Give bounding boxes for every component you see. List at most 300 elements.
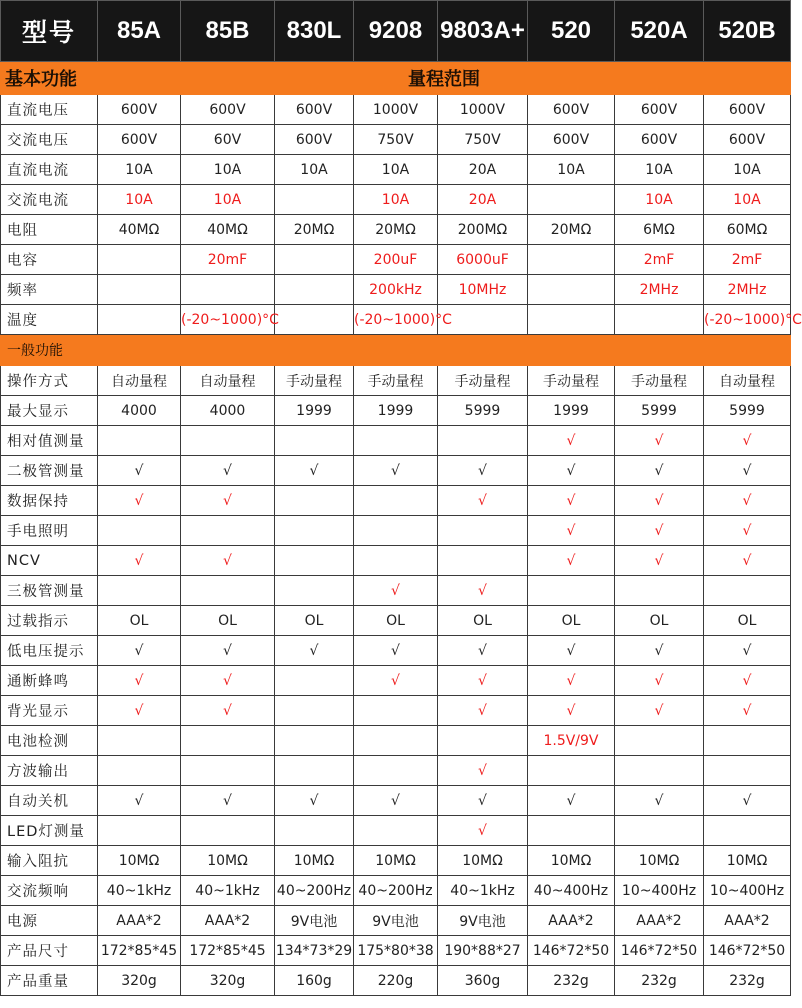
checkmark-icon: √ [528,546,615,576]
spec-cell: 10MΩ [438,846,528,876]
spec-row [1,275,791,305]
spec-cell [181,576,275,606]
spec-cell: OL [181,606,275,636]
model-name: 520B [704,1,791,62]
spec-cell: 600V [181,95,275,125]
spec-row-label: 背光显示 [1,696,98,726]
model-name: 830L [275,1,354,62]
spec-cell: 750V [354,125,438,155]
spec-cell [354,426,438,456]
spec-cell [275,305,354,335]
spec-cell: 10A [615,185,704,215]
spec-cell: 10A [98,155,181,185]
spec-cell: 146*72*50 [528,936,615,966]
spec-cell [528,576,615,606]
spec-cell: 10MΩ [704,846,791,876]
spec-table-body [1,1,802,996]
spec-cell [615,576,704,606]
spec-cell: 1999 [528,396,615,426]
checkmark-icon: √ [615,516,704,546]
spec-cell: (-20~1000)°C [181,305,275,335]
spec-row-label: 过载指示 [1,606,98,636]
spec-cell: AAA*2 [181,906,275,936]
spec-cell: 10MΩ [275,846,354,876]
spec-cell [275,726,354,756]
model-name: 520A [615,1,704,62]
spec-cell: 2mF [704,245,791,275]
checkmark-icon: √ [438,636,528,666]
spec-cell: 600V [615,125,704,155]
checkmark-icon: √ [275,786,354,816]
checkmark-icon: √ [98,456,181,486]
checkmark-icon: √ [528,696,615,726]
spec-cell [98,426,181,456]
spec-row-label: 电池检测 [1,726,98,756]
spec-cell: 600V [615,95,704,125]
spec-cell: AAA*2 [704,906,791,936]
checkmark-icon: √ [615,456,704,486]
checkmark-icon: √ [98,546,181,576]
spec-cell [528,275,615,305]
checkmark-icon: √ [704,696,791,726]
checkmark-icon: √ [528,636,615,666]
spec-cell: 60V [181,125,275,155]
spec-row [1,305,791,335]
spec-row-label: 数据保持 [1,486,98,516]
spec-row [1,696,791,726]
model-name: 9208 [354,1,438,62]
spec-row-label: 交流电流 [1,185,98,215]
spec-cell: 146*72*50 [615,936,704,966]
spec-cell [438,426,528,456]
spec-row [1,756,791,786]
checkmark-icon: √ [181,486,275,516]
spec-row-label: 手电照明 [1,516,98,546]
spec-cell [98,756,181,786]
spec-row-label: 低电压提示 [1,636,98,666]
spec-cell: 600V [704,95,791,125]
spec-cell: (-20~1000)°C [704,305,791,335]
spec-cell: 20MΩ [354,215,438,245]
measuring-range-label: 量程范围 [98,62,791,95]
checkmark-icon: √ [438,456,528,486]
spec-cell [438,546,528,576]
checkmark-icon: √ [354,456,438,486]
spec-cell [98,816,181,846]
spec-row-label: 直流电流 [1,155,98,185]
spec-row-label: 产品重量 [1,966,98,996]
spec-row [1,786,791,816]
checkmark-icon: √ [615,696,704,726]
spec-row [1,125,791,155]
spec-cell: 20MΩ [275,215,354,245]
spec-cell: 手动量程 [438,366,528,396]
basic-functions-section-row [1,62,791,95]
spec-cell: OL [704,606,791,636]
spec-row-label: 直流电压 [1,95,98,125]
checkmark-icon: √ [528,786,615,816]
spec-cell: 220g [354,966,438,996]
spec-cell [275,426,354,456]
spec-cell [615,756,704,786]
spec-row-label: 通断蜂鸣 [1,666,98,696]
spec-cell: 10A [354,185,438,215]
general-functions-label: 一般功能 [1,335,791,366]
spec-cell: 10A [275,155,354,185]
checkmark-icon: √ [438,696,528,726]
checkmark-icon: √ [275,636,354,666]
spec-cell: 360g [438,966,528,996]
checkmark-icon: √ [438,666,528,696]
spec-row [1,95,791,125]
model-header-label: 型号 [1,1,98,62]
spec-cell: 5999 [615,396,704,426]
checkmark-icon: √ [615,636,704,666]
spec-cell: 10MHz [438,275,528,305]
model-name: 85A [98,1,181,62]
spec-cell [181,426,275,456]
spec-cell: 手动量程 [275,366,354,396]
spec-cell [528,245,615,275]
spec-cell: AAA*2 [528,906,615,936]
spec-cell: (-20~1000)°C [354,305,438,335]
spec-row [1,486,791,516]
spec-cell: 1999 [354,396,438,426]
spec-row [1,426,791,456]
spec-cell: 600V [98,125,181,155]
spec-row [1,546,791,576]
model-header-row [1,1,791,62]
spec-cell: 10MΩ [615,846,704,876]
spec-cell [704,576,791,606]
spec-cell [615,816,704,846]
spec-cell: 10MΩ [181,846,275,876]
spec-cell [275,516,354,546]
spec-row [1,846,791,876]
spec-cell: 手动量程 [528,366,615,396]
checkmark-icon: √ [704,786,791,816]
spec-cell [98,726,181,756]
spec-cell: 40~1kHz [438,876,528,906]
spec-cell: 160g [275,966,354,996]
spec-cell: 自动量程 [704,366,791,396]
spec-cell: 10MΩ [98,846,181,876]
spec-row-label: 电容 [1,245,98,275]
spec-cell: 600V [98,95,181,125]
spec-cell: 20A [438,185,528,215]
spec-row [1,636,791,666]
spec-cell [275,756,354,786]
checkmark-icon: √ [354,576,438,606]
spec-cell [354,516,438,546]
checkmark-icon: √ [615,486,704,516]
spec-cell: OL [354,606,438,636]
checkmark-icon: √ [181,546,275,576]
checkmark-icon: √ [98,486,181,516]
spec-cell [98,516,181,546]
spec-cell: 2MHz [704,275,791,305]
spec-row-label: 操作方式 [1,366,98,396]
checkmark-icon: √ [98,636,181,666]
spec-cell: 40MΩ [181,215,275,245]
spec-row [1,215,791,245]
spec-cell: 175*80*38 [354,936,438,966]
spec-cell [354,486,438,516]
spec-cell: 40MΩ [98,215,181,245]
spec-cell: 40~1kHz [181,876,275,906]
checkmark-icon: √ [181,666,275,696]
checkmark-icon: √ [438,576,528,606]
basic-functions-label: 基本功能 [1,62,98,95]
spec-cell: 10A [704,185,791,215]
spec-cell: 232g [615,966,704,996]
spec-cell: 9V电池 [438,906,528,936]
checkmark-icon: √ [181,636,275,666]
spec-cell [275,486,354,516]
spec-cell: 10A [181,185,275,215]
spec-cell: 10A [98,185,181,215]
spec-row-label: 电源 [1,906,98,936]
spec-cell: 600V [275,95,354,125]
spec-cell: 10A [528,155,615,185]
checkmark-icon: √ [98,666,181,696]
spec-cell: 1.5V/9V [528,726,615,756]
spec-cell [704,726,791,756]
spec-cell: 5999 [438,396,528,426]
spec-cell: 40~200Hz [275,876,354,906]
spec-cell: OL [438,606,528,636]
spec-cell: 6MΩ [615,215,704,245]
checkmark-icon: √ [615,666,704,696]
spec-cell [275,275,354,305]
spec-cell [275,546,354,576]
spec-cell: 手动量程 [354,366,438,396]
spec-row-label: 温度 [1,305,98,335]
spec-cell [528,816,615,846]
spec-row-label: 频率 [1,275,98,305]
checkmark-icon: √ [354,636,438,666]
spec-cell: 200MΩ [438,215,528,245]
spec-row-label: 最大显示 [1,396,98,426]
spec-cell [528,185,615,215]
spec-cell: AAA*2 [615,906,704,936]
spec-cell: 232g [528,966,615,996]
spec-row [1,936,791,966]
spec-cell [181,816,275,846]
spec-row-label: NCV [1,546,98,576]
spec-cell: 自动量程 [181,366,275,396]
spec-cell: 5999 [704,396,791,426]
model-name: 85B [181,1,275,62]
spec-row [1,576,791,606]
model-name: 9803A+ [438,1,528,62]
spec-cell: 320g [98,966,181,996]
spec-cell: 190*88*27 [438,936,528,966]
spec-cell: 750V [438,125,528,155]
checkmark-icon: √ [98,786,181,816]
spec-row-label: LED灯测量 [1,816,98,846]
spec-cell [275,576,354,606]
spec-cell: 200kHz [354,275,438,305]
spec-cell: 232g [704,966,791,996]
checkmark-icon: √ [615,426,704,456]
checkmark-icon: √ [181,456,275,486]
checkmark-icon: √ [438,756,528,786]
spec-row-label: 电阻 [1,215,98,245]
spec-cell: 320g [181,966,275,996]
checkmark-icon: √ [704,636,791,666]
spec-cell [704,756,791,786]
spec-cell: 600V [528,95,615,125]
spec-cell [98,245,181,275]
spec-cell: 10MΩ [528,846,615,876]
spec-row [1,666,791,696]
spec-cell: 600V [528,125,615,155]
checkmark-icon: √ [704,456,791,486]
checkmark-icon: √ [528,456,615,486]
spec-row [1,726,791,756]
checkmark-icon: √ [181,696,275,726]
spec-cell [354,756,438,786]
spec-row [1,245,791,275]
checkmark-icon: √ [615,546,704,576]
spec-row [1,606,791,636]
spec-cell: 9V电池 [275,906,354,936]
spec-cell: 1999 [275,396,354,426]
spec-cell: 200uF [354,245,438,275]
checkmark-icon: √ [354,786,438,816]
checkmark-icon: √ [438,816,528,846]
spec-row-label: 交流电压 [1,125,98,155]
spec-cell: 10A [615,155,704,185]
checkmark-icon: √ [438,486,528,516]
spec-cell: 1000V [438,95,528,125]
checkmark-icon: √ [354,666,438,696]
spec-cell [181,275,275,305]
spec-cell [438,726,528,756]
spec-cell: 60MΩ [704,215,791,245]
spec-cell: OL [615,606,704,636]
spec-cell: 10A [354,155,438,185]
spec-cell: 4000 [98,396,181,426]
spec-cell: 20mF [181,245,275,275]
spec-cell [704,816,791,846]
spec-cell: 20A [438,155,528,185]
spec-cell: 10MΩ [354,846,438,876]
spec-row-label: 自动关机 [1,786,98,816]
spec-cell: 146*72*50 [704,936,791,966]
spec-row [1,816,791,846]
spec-cell [275,185,354,215]
spec-row-label: 二极管测量 [1,456,98,486]
checkmark-icon: √ [98,696,181,726]
spec-cell: 自动量程 [98,366,181,396]
spec-row [1,396,791,426]
spec-row [1,185,791,215]
spec-cell: 40~400Hz [528,876,615,906]
checkmark-icon: √ [438,786,528,816]
checkmark-icon: √ [528,486,615,516]
spec-row [1,906,791,936]
spec-cell: AAA*2 [98,906,181,936]
spec-cell [181,726,275,756]
spec-cell: 600V [704,125,791,155]
spec-cell [528,305,615,335]
spec-cell [354,816,438,846]
spec-row [1,876,791,906]
checkmark-icon: √ [275,456,354,486]
spec-cell [275,666,354,696]
spec-cell [615,305,704,335]
spec-cell [354,696,438,726]
spec-cell [275,245,354,275]
spec-cell: OL [528,606,615,636]
spec-row-label: 输入阻抗 [1,846,98,876]
spec-cell: 2mF [615,245,704,275]
spec-cell [275,816,354,846]
checkmark-icon: √ [704,426,791,456]
checkmark-icon: √ [704,666,791,696]
spec-cell [181,756,275,786]
checkmark-icon: √ [528,426,615,456]
spec-cell: 40~200Hz [354,876,438,906]
spec-row-label: 相对值测量 [1,426,98,456]
spec-cell [615,726,704,756]
spec-cell: 20MΩ [528,215,615,245]
spec-row-label: 三极管测量 [1,576,98,606]
spec-row [1,966,791,996]
spec-cell [181,516,275,546]
spec-cell: 2MHz [615,275,704,305]
spec-cell: 10A [704,155,791,185]
spec-cell [438,516,528,546]
checkmark-icon: √ [528,516,615,546]
checkmark-icon: √ [528,666,615,696]
spec-cell: 10A [181,155,275,185]
spec-row [1,155,791,185]
spec-row [1,516,791,546]
spec-row [1,456,791,486]
spec-cell: 40~1kHz [98,876,181,906]
checkmark-icon: √ [704,516,791,546]
spec-cell [528,756,615,786]
checkmark-icon: √ [615,786,704,816]
spec-cell: 1000V [354,95,438,125]
spec-cell: 10~400Hz [615,876,704,906]
checkmark-icon: √ [181,786,275,816]
spec-cell: 4000 [181,396,275,426]
checkmark-icon: √ [704,486,791,516]
spec-row-label: 交流频响 [1,876,98,906]
spec-cell: 10~400Hz [704,876,791,906]
spec-cell: 6000uF [438,245,528,275]
spec-row-label: 方波输出 [1,756,98,786]
spec-row [1,366,791,396]
spec-cell [354,546,438,576]
model-name: 520 [528,1,615,62]
spec-cell: 600V [275,125,354,155]
spec-row-label: 产品尺寸 [1,936,98,966]
spec-cell [98,275,181,305]
spec-cell [354,726,438,756]
spec-cell: 172*85*45 [98,936,181,966]
spec-cell [275,696,354,726]
spec-cell: 9V电池 [354,906,438,936]
spec-cell [98,576,181,606]
spec-cell: 手动量程 [615,366,704,396]
spec-cell: 134*73*29 [275,936,354,966]
general-functions-section-row [1,335,791,366]
